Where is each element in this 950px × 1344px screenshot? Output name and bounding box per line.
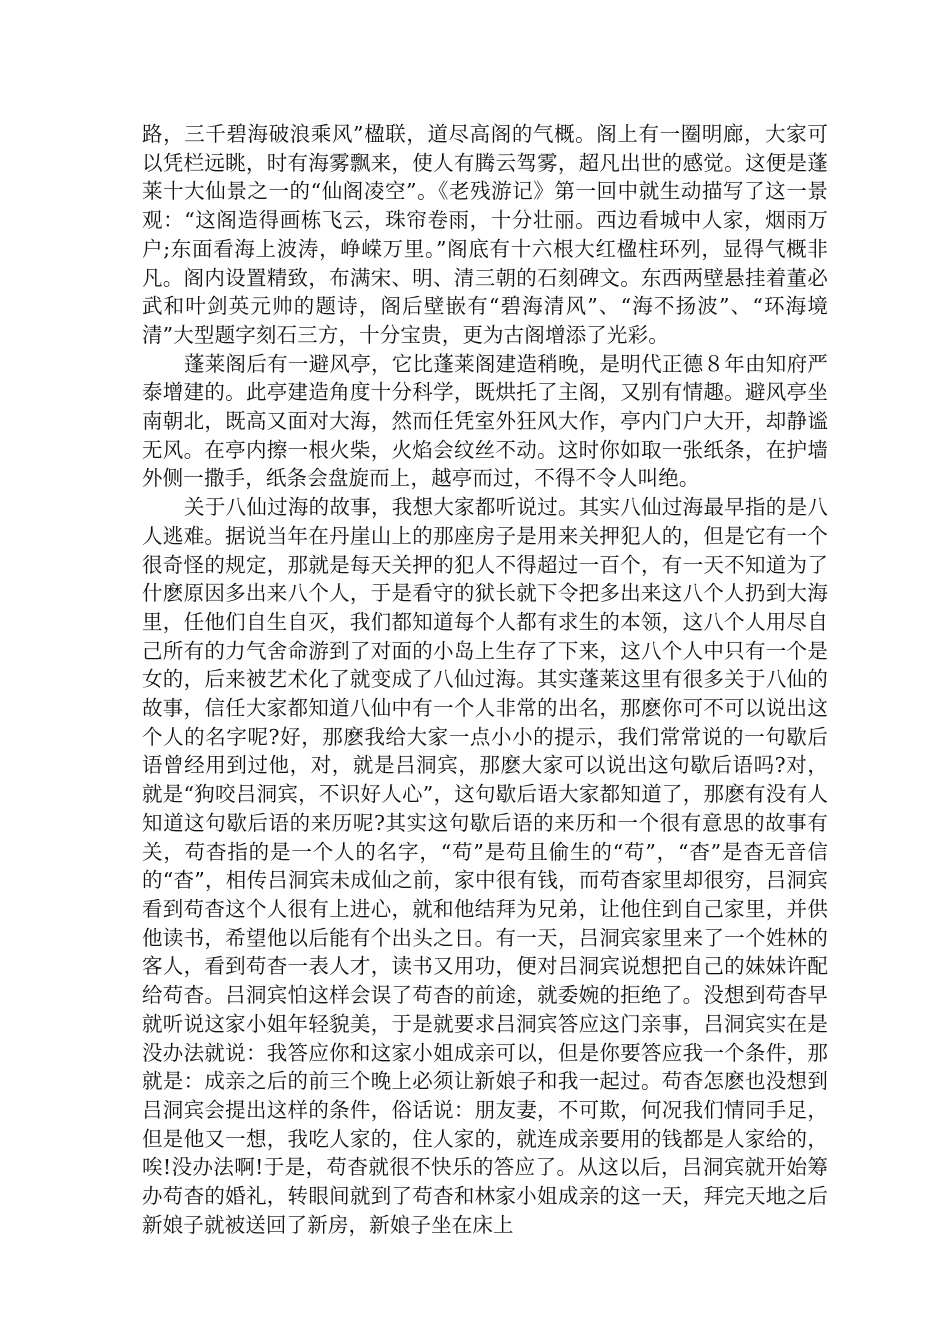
paragraph-2: 蓬莱阁后有一避风亭，它比蓬莱阁建造稍晚，是明代正德８年由知府严泰增建的。此亭建造角度十分科学，既烘托了主阁，又别有情趣。避风亭坐南朝北，既高又面对大海，然而任凭室外狂风大作，亭内门户大开，却静谧无风。在亭内擦一根火柴，火焰会纹丝不动。这时你如取一张纸条，在护墙外侧一撒手，纸条会盘旋而上，越亭而过，不得不令人叫绝。 (142, 351, 828, 491)
paragraph-3: 关于八仙过海的故事，我想大家都听说过。其实八仙过海最早指的是八人逃难。据说当年在丹崖山上的那座房子是用来关押犯人的，但是它有一个很奇怪的规定，那就是每天关押的犯人不得超过一百个，有一天不知道为了什麽原因多出来八个人，于是看守的狱长就下令把多出来这八个人扔到大海里，任他们自生自灭，我们都知道每个人都有求生的本领，这八个人用尽自己所有的力气舍命游到了对面的小岛上生存了下来，这八个人中只有一个是女的，后来被艺术化了就变成了八仙过海。其实蓬莱这里有很多关于八仙的故事，信任大家都知道八仙中有一个人非常的出名，那麽你可不可以说出这个人的名字呢?好，那麽我给大家一点小小的提示，我们常常说的一句歇后语曾经用到过他，对，就是吕洞宾，那麽大家可以说出这句歇后语吗?对，就是“狗咬吕洞宾，不识好人心”，这句歇后语大家都知道了，那麽有没有人知道这句歇后语的来历呢?其实这句歇后语的来历和一个很有意思的故事有关，苟杳指的是一个人的名字，“苟”是苟且偷生的“苟”，“杳”是杳无音信的“杳”，相传吕洞宾未成仙之前，家中很有钱，而苟杳家里却很穷，吕洞宾看到苟杳这个人很有上进心，就和他结拜为兄弟，让他住到自己家里，并供他读书，希望他以后能有个出头之日。有一天，吕洞宾家里来了一个姓林的客人，看到苟杳一表人才，读书又用功，便对吕洞宾说想把自己的妹妹许配给苟杳。吕洞宾怕这样会误了苟杳的前途，就委婉的拒绝了。没想到苟杳早就听说这家小姐年轻貌美，于是就要求吕洞宾答应这门亲事，吕洞宾实在是没办法就说：我答应你和这家小姐成亲可以，但是你要答应我一个条件，那就是：成亲之后的前三个晚上必须让新娘子和我一起过。苟杳怎麽也没想到吕洞宾会提出这样的条件，俗话说：朋友妻，不可欺，何况我们情同手足，但是他又一想，我吃人家的，住人家的，就连成亲要用的钱都是人家给的，唉!没办法啊!于是，苟杳就很不快乐的答应了。从这以后，吕洞宾就开始筹办苟杳的婚礼，转眼间就到了苟杳和林家小姐成亲的这一天，拜完天地之后新娘子就被送回了新房，新娘子坐在床上 (142, 495, 828, 1237)
body-text (142, 120, 828, 1239)
paragraph-1: 路，三千碧海破浪乘风”楹联，道尽高阁的气概。阁上有一圈明廊，大家可以凭栏远眺，时有海雾飘来，使人有腾云驾雾，超凡出世的感觉。这便是蓬莱十大仙景之一的“仙阁凌空”。《老残游记》第一回中就生动描写了这一景观：“这阁造得画栋飞云，珠帘卷雨，十分壮丽。西边看城中人家，烟雨万户;东面看海上波涛，峥嵘万里。”阁底有十六根大红楹柱环列，显得气概非凡。阁内设置精致，布满宋、明、清三朝的石刻碑文。东西两壁悬挂着董必武和叶剑英元帅的题诗，阁后壁嵌有“碧海清风”、“海不扬波”、“环海境清”大型题字刻石三方，十分宝贵，更为古阁增添了光彩。 (142, 122, 828, 347)
